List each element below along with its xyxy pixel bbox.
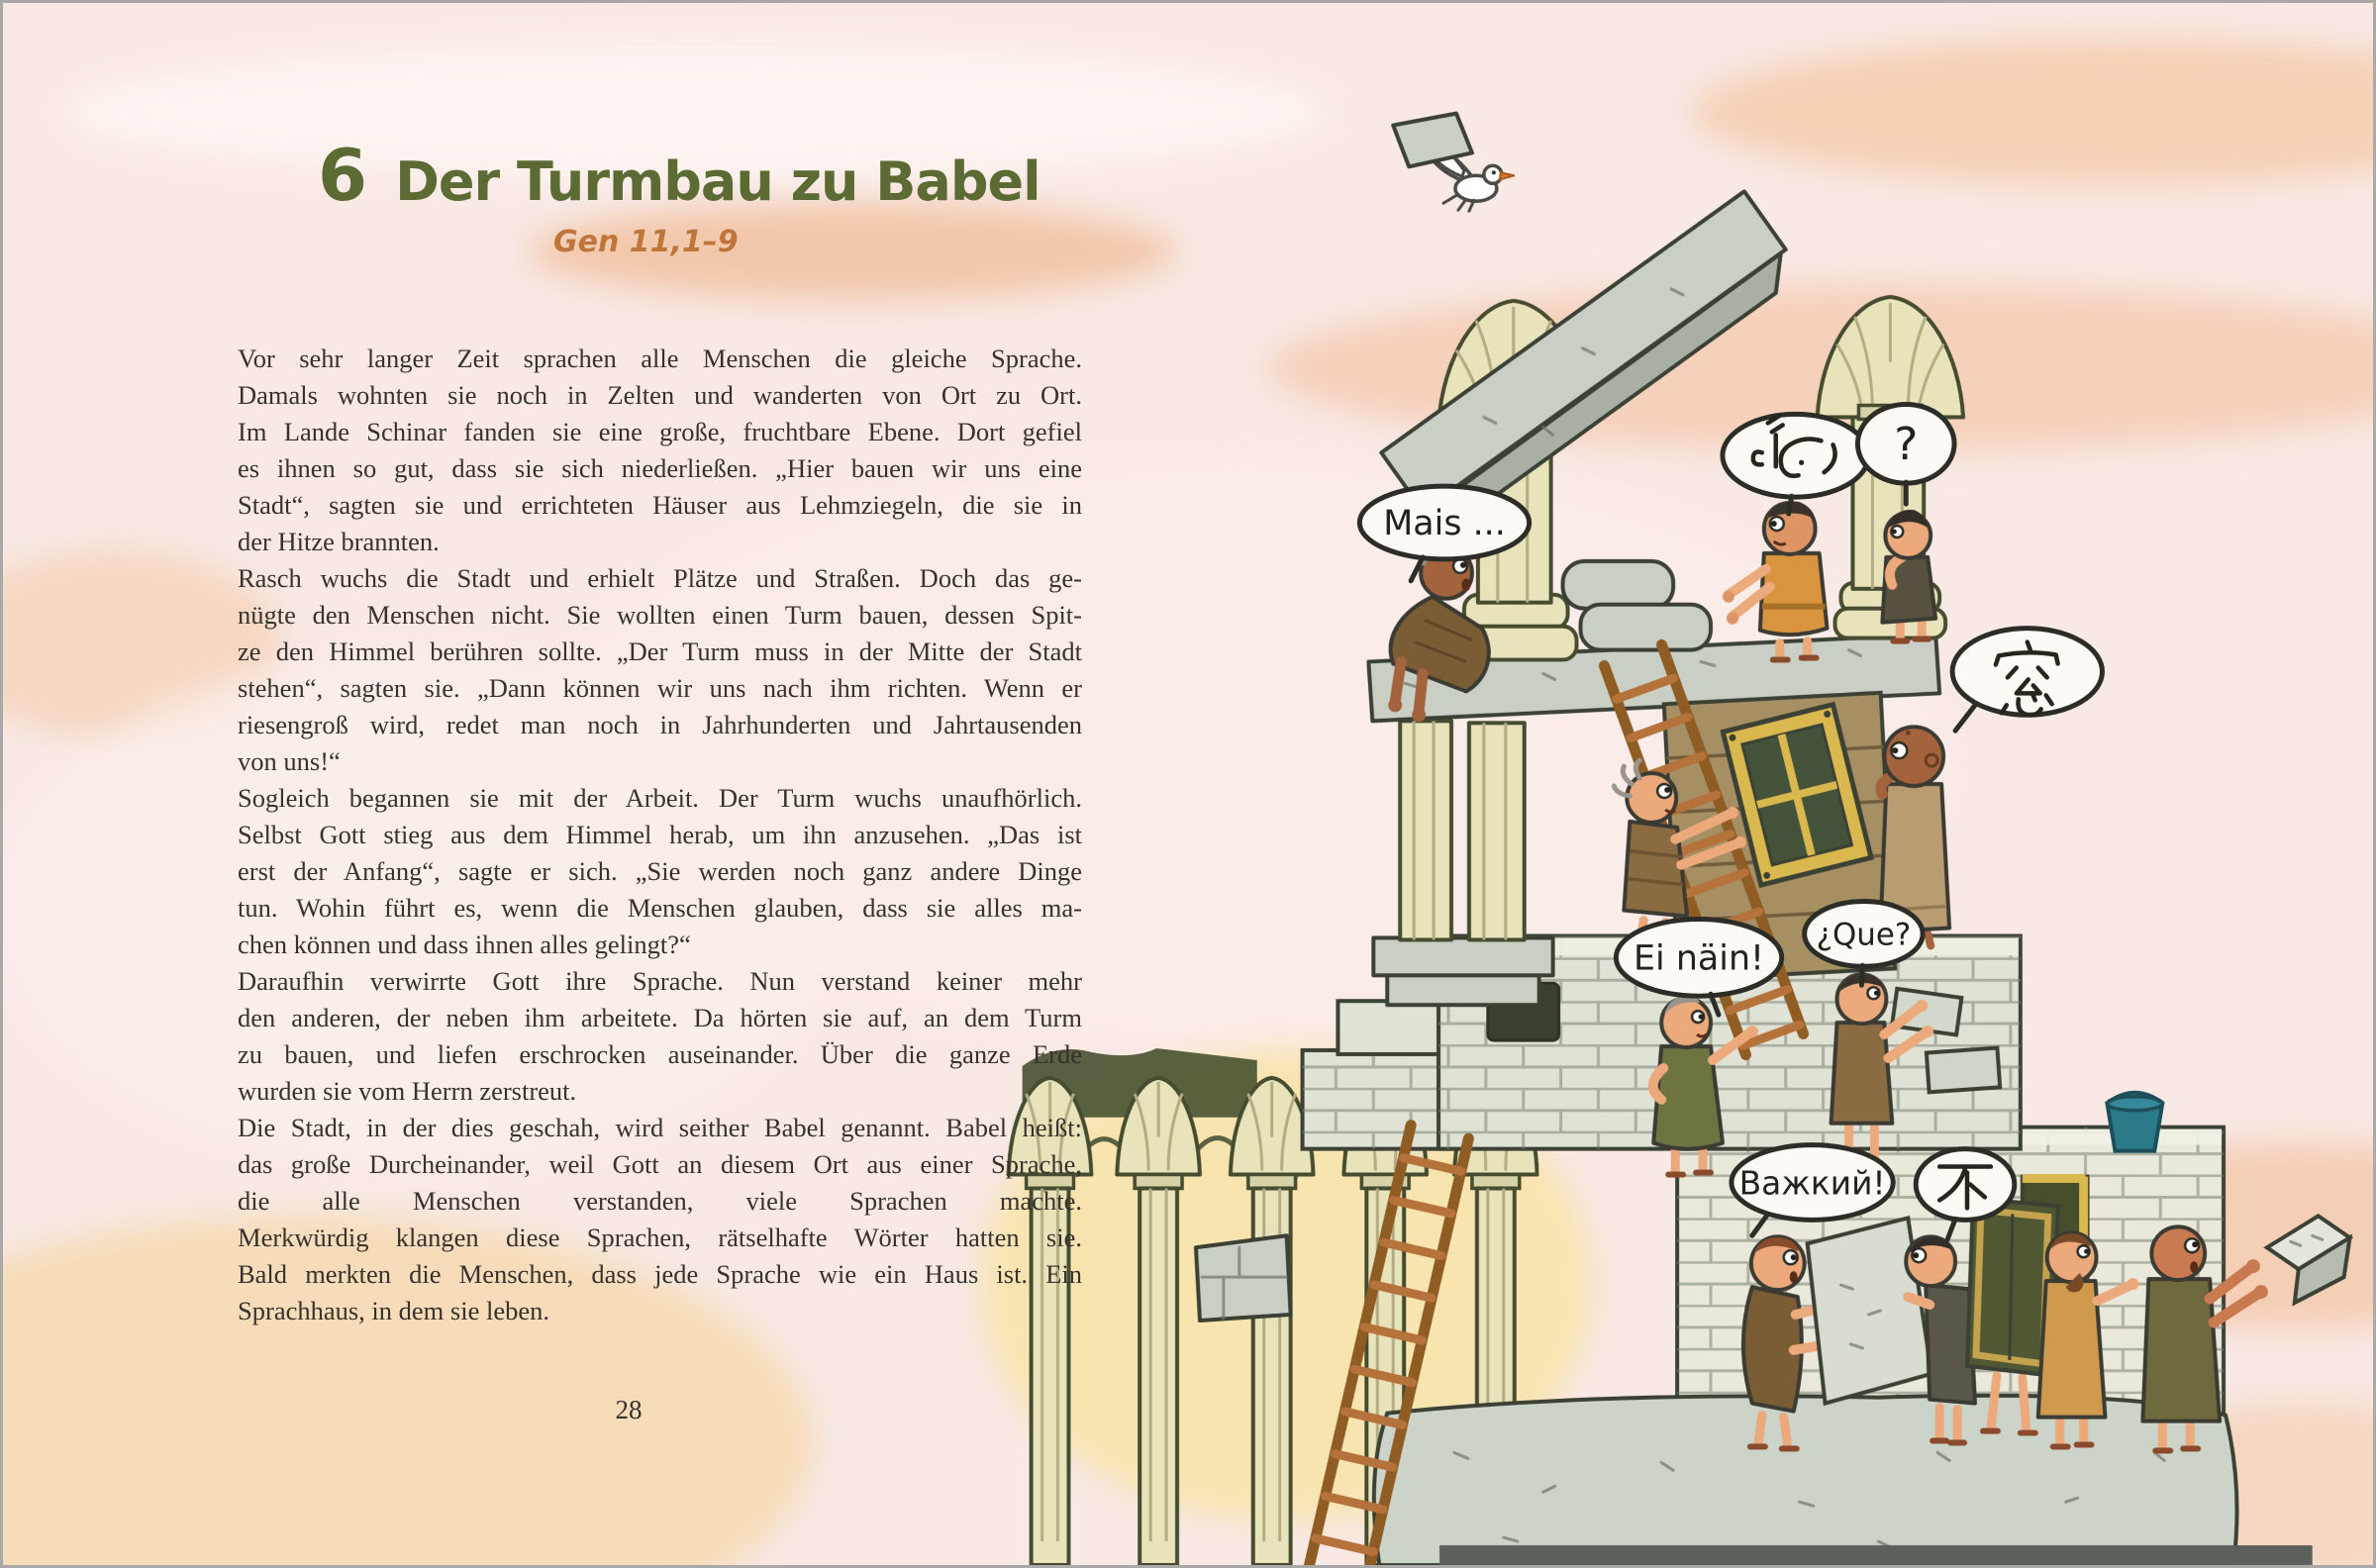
body-line: es ihnen so gut, dass sie sich niederließen. „Hier bauen wir uns eine	[238, 453, 1082, 483]
bubble-ukrainian-text: Важкий!	[1738, 1163, 1886, 1203]
bible-reference: Gen 11,1–9	[553, 225, 739, 259]
page-title: Der Turmbau zu Babel	[395, 150, 1040, 213]
bubble-question-text: ?	[1894, 417, 1919, 471]
body-paragraph	[238, 1110, 1082, 1329]
bucket	[2107, 1093, 2162, 1151]
body-line: nügte den Menschen nicht. Sie wollten einen Turm bauen, dessen Spit-	[238, 600, 1082, 630]
body-line: riesengroß wird, redet man noch in Jahrhunderten und Jahrtausenden	[238, 710, 1082, 739]
bubble-arabic	[1723, 414, 1868, 514]
chapter-title	[318, 134, 1040, 217]
body-line: wurden sie vom Herrn zerstreut.	[238, 1076, 577, 1106]
bubble-finnish-text: Ei näin!	[1634, 938, 1765, 979]
body-paragraph	[238, 780, 1082, 963]
body-line: stehen“, sagten sie. „Dann können wir uns nach ihm richten. Wenn er	[238, 673, 1082, 703]
body-line: Damals wohnten sie noch in Zelten und wanderten von Ort zu Ort.	[238, 380, 1082, 410]
body-line: den anderen, der neben ihm arbeitete. Da hörten sie auf, an dem Turm	[238, 1003, 1082, 1032]
body-line: Daraufhin verwirrte Gott ihre Sprache. Nun verstand keiner mehr	[238, 966, 1082, 996]
body-line: Sprachhaus, in dem sie leben.	[238, 1296, 549, 1325]
body-line: Vor sehr langer Zeit sprachen alle Menschen die gleiche Sprache.	[238, 343, 1082, 373]
body-line: chen können und dass ihnen alles gelingt?“	[238, 930, 691, 959]
body-paragraph	[238, 560, 1082, 780]
body-line: erst der Anfang“, sagte er sich. „Sie werden noch ganz andere Dinge	[238, 856, 1082, 886]
body-line: Im Lande Schinar fanden sie eine große, fruchtbare Ebene. Dort gefiel	[238, 417, 1082, 446]
body-text	[238, 341, 1082, 1329]
body-line: Selbst Gott stieg aus dem Himmel herab, um ihn anzusehen. „Das ist	[238, 820, 1082, 849]
bubble-spanish-text: ¿Que?	[1816, 917, 1912, 953]
body-line: Merkwürdig klangen diese Sprachen, rätselhafte Wörter hatten sie.	[238, 1223, 1082, 1252]
body-paragraph	[238, 341, 1082, 560]
body-paragraph	[238, 963, 1082, 1110]
body-line: Sogleich begannen sie mit der Arbeit. Der Turm wuchs unaufhörlich.	[238, 783, 1082, 813]
body-line: das große Durcheinander, weil Gott an diesem Ort aus einer Sprache,	[238, 1149, 1082, 1179]
bubble-french-text: Mais ...	[1383, 503, 1506, 543]
body-line: zu bauen, und liefen erschrocken auseinander. Über die ganze Erde	[238, 1039, 1082, 1069]
body-line: Stadt“, sagten sie und errichteten Häuser aus Lehmziegeln, die sie in	[238, 490, 1082, 520]
body-line: Die Stadt, in der dies geschah, wird seither Babel genannt. Babel heißt:	[238, 1113, 1082, 1142]
body-line: Rasch wuchs die Stadt und erhielt Plätze und Straßen. Doch das ge-	[238, 563, 1082, 593]
body-line: ze den Himmel berühren sollte. „Der Turm muss in der Mitte der Stadt	[238, 637, 1082, 666]
body-line: der Hitze brannten.	[238, 527, 440, 556]
bubble-japanese	[1952, 629, 2102, 732]
body-line: die alle Menschen verstanden, viele Sprachen machte.	[238, 1186, 1082, 1216]
body-line: tun. Wohin führt es, wenn die Menschen glauben, dass sie alles ma-	[238, 893, 1082, 923]
body-line: Bald merkten die Menschen, dass jede Sprache wie ein Haus ist. Ein	[238, 1259, 1082, 1289]
chapter-number: 6	[318, 134, 368, 217]
page-number: 28	[615, 1395, 643, 1424]
body-line: von uns!“	[238, 746, 341, 776]
